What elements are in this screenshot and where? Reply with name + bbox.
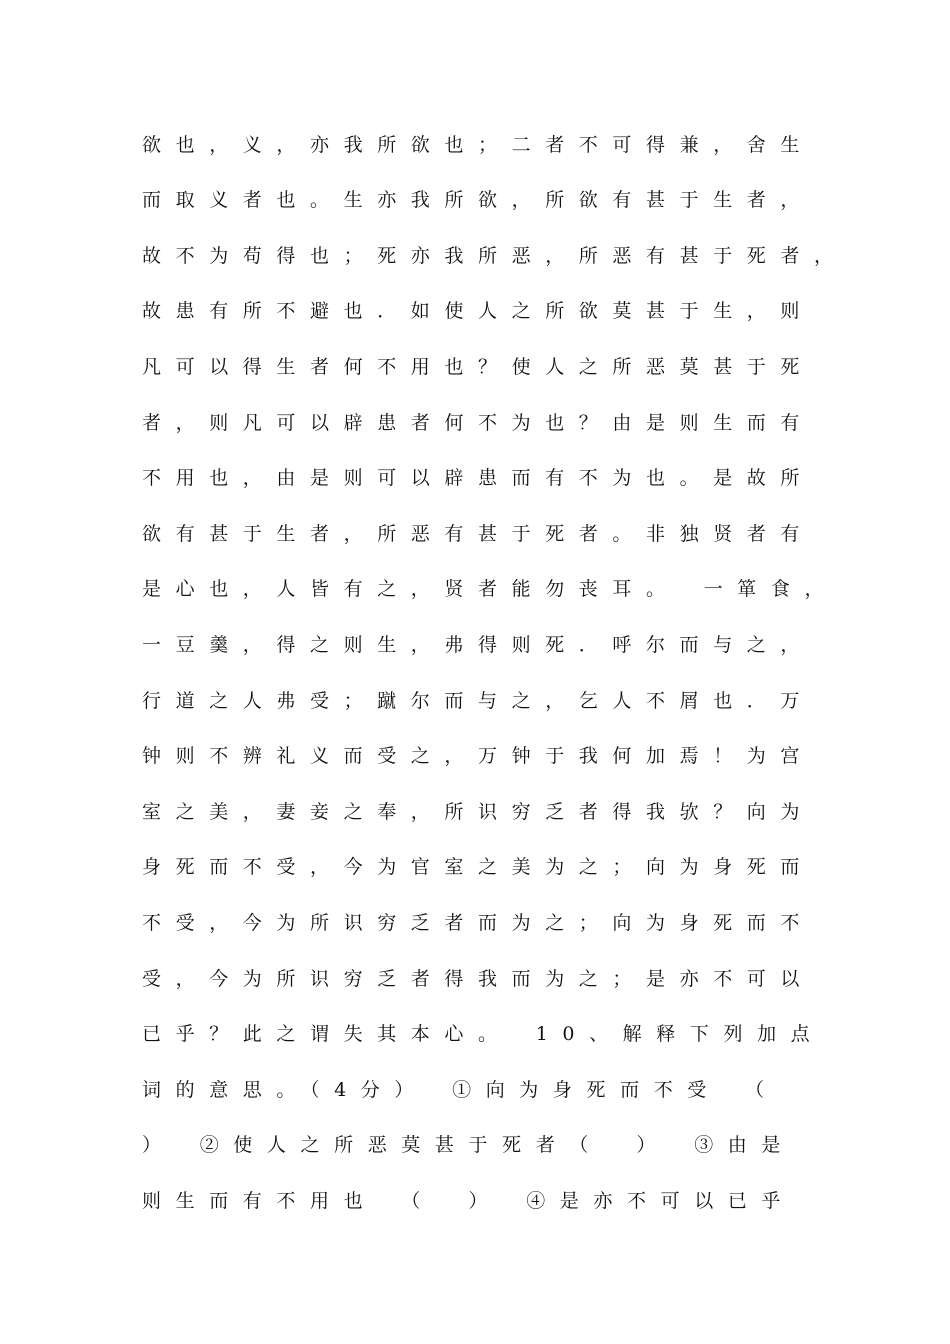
text-line-11: 行道之人弗受；蹴尔而与之，乞人不屑也．万 bbox=[142, 690, 815, 712]
text-line-7: 不用也，由是则可以辟患而有不为也。是故所 bbox=[142, 467, 815, 489]
text-line-10: 一豆羹，得之则生，弗得则死．呼尔而与之， bbox=[142, 634, 815, 656]
text-line-17: 已乎？此之谓失其本心。 10、解释下列加点 bbox=[142, 1023, 825, 1045]
text-line-20: 则生而有不用也 （ ） ④是亦不可以已乎 bbox=[142, 1190, 796, 1212]
text-line-2: 而取义者也。生亦我所欲，所欲有甚于生者， bbox=[142, 189, 815, 211]
text-line-13: 室之美，妻妾之奉，所识穷乏者得我欤？向为 bbox=[142, 801, 815, 823]
text-line-19: ） ②使人之所恶莫甚于死者（ ） ③由是 bbox=[142, 1134, 796, 1156]
text-line-12: 钟则不辨礼义而受之，万钟于我何加焉！为宫 bbox=[142, 745, 815, 767]
text-line-18: 词的意思。（4分） ①向为身死而不受 （ bbox=[142, 1079, 779, 1101]
text-line-6: 者，则凡可以辟患者何不为也？由是则生而有 bbox=[142, 412, 815, 434]
text-line-8: 欲有甚于生者，所恶有甚于死者。非独贤者有 bbox=[142, 523, 815, 545]
text-line-4: 故患有所不避也．如使人之所欲莫甚于生，则 bbox=[142, 300, 815, 322]
text-line-1: 欲也，义，亦我所欲也；二者不可得兼，舍生 bbox=[142, 134, 815, 156]
text-line-5: 凡可以得生者何不用也？使人之所恶莫甚于死 bbox=[142, 356, 815, 378]
text-line-16: 受，今为所识穷乏者得我而为之；是亦不可以 bbox=[142, 968, 815, 990]
text-line-15: 不受，今为所识穷乏者而为之；向为身死而不 bbox=[142, 912, 815, 934]
text-line-14: 身死而不受，今为官室之美为之；向为身死而 bbox=[142, 856, 815, 878]
text-line-3: 故不为苟得也；死亦我所恶，所恶有甚于死者， bbox=[142, 245, 848, 267]
text-line-9: 是心也，人皆有之，贤者能勿丧耳。 一箪食， bbox=[142, 578, 839, 600]
